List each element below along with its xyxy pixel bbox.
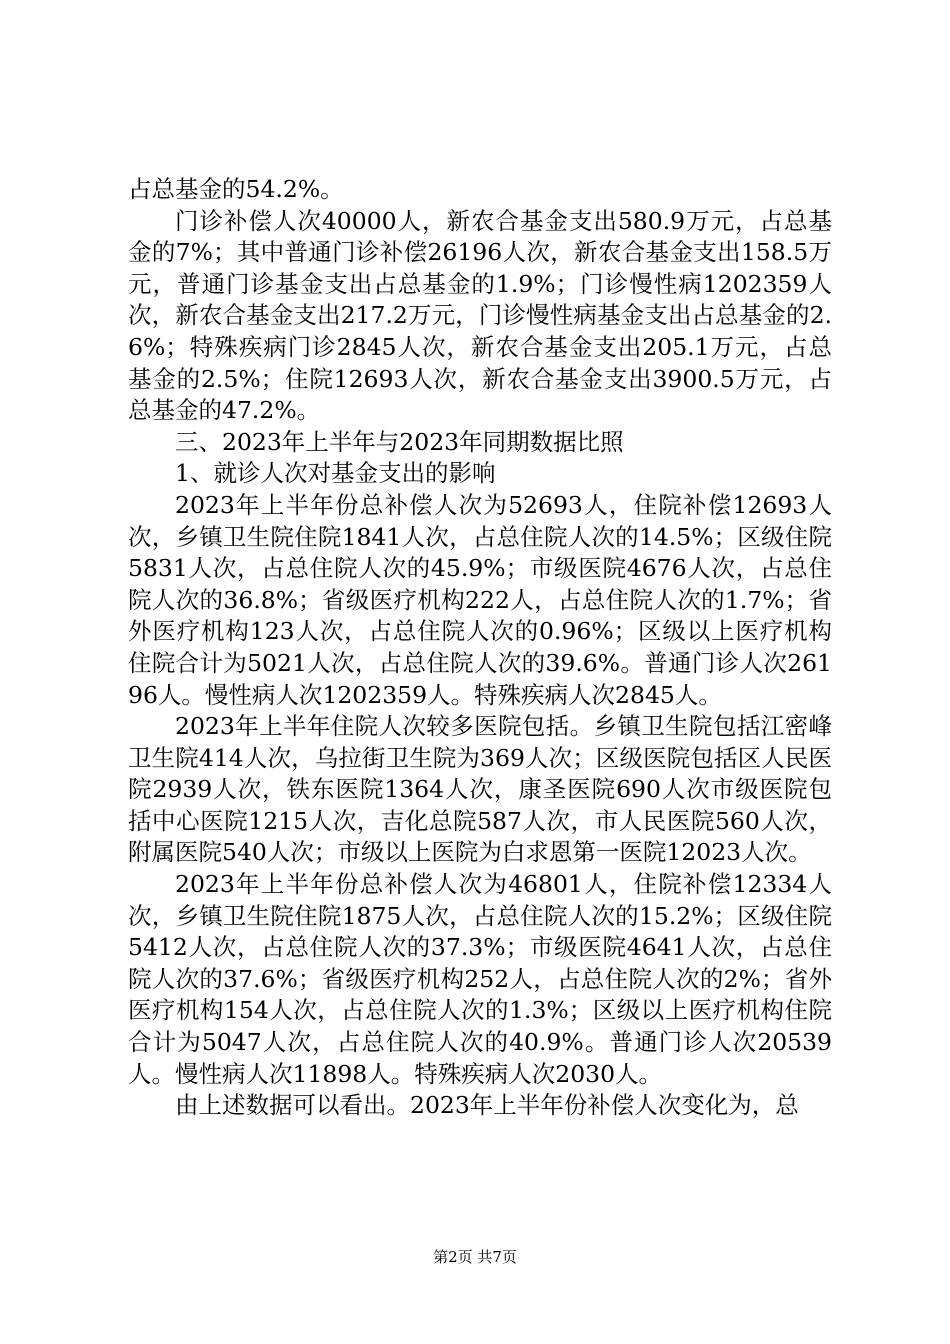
- document-body: [128, 174, 832, 1122]
- paragraph-3: 2023年上半年份总补偿人次为52693人，住院补偿12693人次，乡镇卫生院住院1841人次，占总住院人次的14.5%；区级住院5831人次，占总住院人次的45.9%；市级医院4676人次，占总住院人次的36.8%；省级医疗机构222人，占总住院人次的1.7%；省外医疗机构123人次，占总住院人次的0.96%；区级以上医疗机构住院合计为5021人次，占总住院人次的39.6%。普通门诊人次26196人。慢性病人次1202359人。特殊疾病人次2845人。: [128, 490, 832, 709]
- paragraph-2: 门诊补偿人次40000人，新农合基金支出580.9万元，占总基金的7%；其中普通门诊补偿26196人次，新农合基金支出158.5万元，普通门诊基金支出占总基金的1.9%；门诊慢性病1202359人次，新农合基金支出217.2万元，门诊慢性病基金支出占总基金的2.6%；特殊疾病门诊2845人次，新农合基金支出205.1万元，占总基金的2.5%；住院12693人次，新农合基金支出3900.5万元，占总基金的47.2%。: [128, 206, 832, 425]
- subsection-heading: 1、就诊人次对基金支出的影响: [175, 459, 496, 488]
- section-heading: 三、2023年上半年与2023年同期数据比照: [175, 427, 624, 456]
- paragraph-1: 占总基金的54.2%。: [128, 175, 344, 203]
- page-number: 第2页 共7页: [433, 1248, 517, 1266]
- paragraph-4: 2023年上半年住院人次较多医院包括。乡镇卫生院包括江密峰卫生院414人次，乌拉街卫生院为369人次；区级医院包括区人民医院2939人次，铁东医院1364人次，康圣医院690人次市级医院包括中心医院1215人次，吉化总院587人次，市人民医院560人次，附属医院540人次；市级以上医院为白求恩第一医院12023人次。: [128, 712, 832, 867]
- paragraph-6: 由上述数据可以看出。2023年上半年份补偿人次变化为，总: [175, 1091, 799, 1120]
- paragraph-5: 2023年上半年份总补偿人次为46801人，住院补偿12334人次，乡镇卫生院住院1875人次，占总住院人次的15.2%；区级住院5412人次，占总住院人次的37.3%；市级医院4641人次，占总住院人次的37.6%；省级医疗机构252人，占总住院人次的2%；省外医疗机构154人次，占总住院人次的1.3%；区级以上医疗机构住院合计为5047人次，占总住院人次的40.9%。普通门诊人次20539人。慢性病人次11898人。特殊疾病人次2030人。: [128, 870, 832, 1088]
